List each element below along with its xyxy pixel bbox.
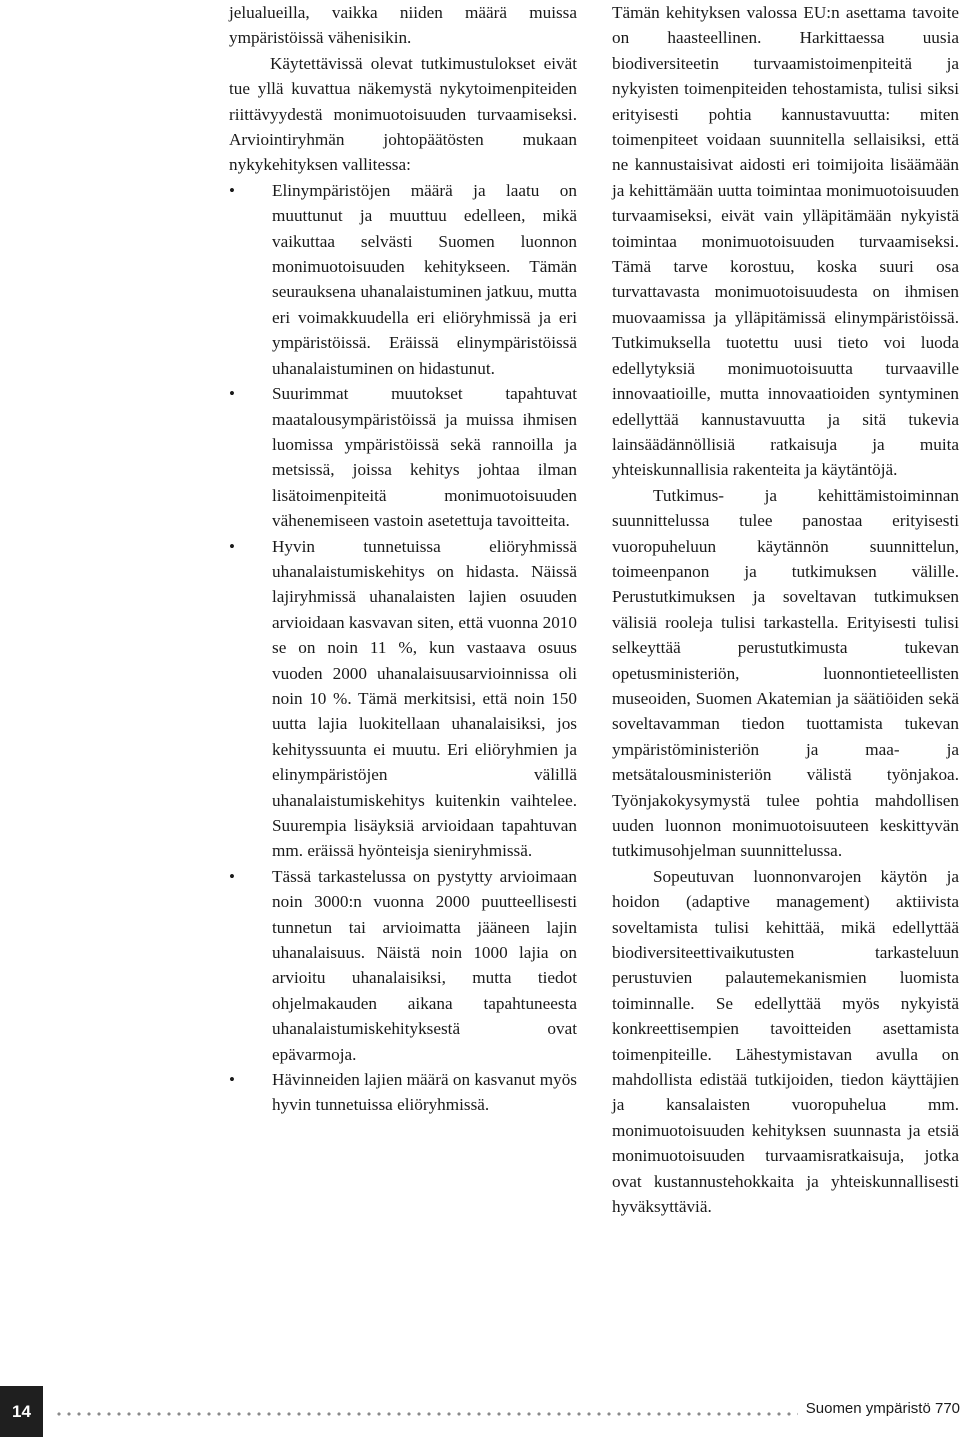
- bullet-item: • Hävinneiden lajien määrä on kasvanut myös hyvin tunnetuissa eliöryhmissä.: [229, 1067, 577, 1118]
- page-footer: [0, 1386, 960, 1437]
- paragraph: Tutkimus- ja kehittämistoiminnan suunnittelussa tulee panostaa erityisesti vuoropuheluun käytännön suunnittelun, toimeenpanon ja tutkimuksen välille. Perustutkimuksen ja soveltavan tutkimuksen välisiä rooleja tulisi tarkastella. Erityisesti tulisi selkeyttää perustutkimusta tukevan opetusministeriön, luonnontieteellisten museoiden, Suomen Akatemian ja säätiöiden sekä soveltavamman tiedon tuottamista tukevan ympäristöministeriön ja maa- ja metsätalousministeriön välistä työnjakoa. Työnjakokysymystä tulee pohtia mahdollisen uuden luonnon monimuotoisuuteen keskittyvän tutkimusohjelman suunnittelussa.: [612, 485, 959, 861]
- dotted-divider: [54, 1412, 798, 1416]
- paragraph: Sopeutuvan luonnonvarojen käytön ja hoidon (adaptive management) aktiivista soveltamista tulisi kehittää, mikä edellyttää biodiversiteettivaikutusten tarkasteluun perustuvien palautemekanismien luomista toiminnalle. Se edellyttää myös nykyistä konkreettisempien tavoitteiden asettamista toimenpiteille. Lähestymistavan avulla on mahdollista edistää tutkijoiden, tiedon käyttäjien ja kansalaisten vuoropuhelua mm. monimuotoisuuden kehityksen suunnasta ja etsiä monimuotoisuuden turvaamisratkaisuja, jotka ovat kustannustehokkaita ja yhteiskunnallisesti hyväksyttäviä.: [612, 866, 959, 1217]
- paragraph: Käytettävissä olevat tutkimustulokset eivät tue yllä kuvattua näkemystä nykytoimenpiteiden riittävyydestä monimuotoisuuden turvaamiseksi. Arviointiryhmän johtopäätösten mukaan nykykehityksen vallitessa:: [229, 53, 577, 175]
- left-column: [229, 0, 577, 1118]
- publication-name: Suomen ympäristö 770: [805, 1400, 960, 1417]
- right-column: [612, 0, 959, 1220]
- bullet-item: • Hyvin tunnetuissa eliöryhmissä uhanalaistumiskehitys on hidasta. Näissä lajiryhmissä uhanalaisten lajien osuuden arvioidaan kasvavan siten, että vuonna 2010 se on noin 11 %, kun vastaava osuus vuoden 2000 uhanalaisuusarvioinnissa oli noin 10 %. Tämä merkitsisi, että noin 150 uutta lajia luokitellaan uhanalaisiksi, jos kehityssuunta ei muutu. Eri eliöryhmien ja elinympäristöjen välillä uhanalaistumiskehitys kuitenkin vaihtelee. Suurempia lisäyksiä arvioidaan tapahtuvan mm. eräissä hyönteisja sieniryhmissä.: [229, 534, 577, 864]
- bullet-list: [229, 178, 577, 1118]
- intro-text: jelualueilla, vaikka niiden määrä muissa ympäristöissä vähenisikin.: [229, 3, 577, 48]
- bullet-item: • Elinympäristöjen määrä ja laatu on muuttunut ja muuttuu edelleen, mikä vaikuttaa selvästi Suomen luonnon monimuotoisuuden kehitykseen. Tämän seurauksena uhanalaistuminen jatkuu, mutta eri voimakkuudella eri eliöryhmissä ja eri ympäristöissä. Eräissä elinympäristöissä uhanalaistuminen on hidastunut.: [229, 178, 577, 381]
- bullet-item: • Tässä tarkastelussa on pystytty arvioimaan noin 3000:n vuonna 2000 puutteellisesti tunnetun tai arvioimatta jääneen lajin uhanalaisuus. Näistä noin 1000 lajia on arvioitu uhanalaisiksi, mutta tiedot ohjelmakauden aikana tapahtuneesta uhanalaistumiskehityksestä ovat epävarmoja.: [229, 864, 577, 1067]
- bullet-item: • Suurimmat muutokset tapahtuvat maatalousympäristöissä ja muissa ihmisen luomissa ympäristöissä sekä rannoilla ja metsissä, joissa kehitys johtaa ilman lisätoimenpiteitä monimuotoisuuden vähenemiseen vastoin asetettuja tavoitteita.: [229, 381, 577, 533]
- page-number: 14: [0, 1386, 43, 1437]
- paragraph: Tämän kehityksen valossa EU:n asettama tavoite on haasteellinen. Harkittaessa uusia biodiversiteetin turvaamistoimenpiteitä ja nykyisten toimenpiteiden tehostamista, tulisi siksi erityisesti pohtia kannustavuutta: miten toimenpiteet voidaan suunnitella sellaisiksi, että ne kannustaisivat aidosti eri toimijoita lisäämään ja kehittämään uutta toimintaa monimuotoisuuden turvaamiseksi, eivät vain ylläpitämään nykyistä toimintaa monimuotoisuuden turvaamiseksi. Tämä tarve korostuu, koska suuri osa turvattavasta monimuotoisuudesta on ihmisen muovaamissa ja ylläpitämissä elinympäristöissä. Tutkimuksella tuotettu uusi tieto voi luoda edellytyksiä monimuotoisuutta turvaaville innovaatioille, mutta innovaatioiden syntyminen edellyttää kannustavuutta ja sitä tukevia lainsäädännöllisiä ratkaisuja ja muita yhteiskunnallisia rakenteita ja käytäntöjä.: [612, 3, 959, 480]
